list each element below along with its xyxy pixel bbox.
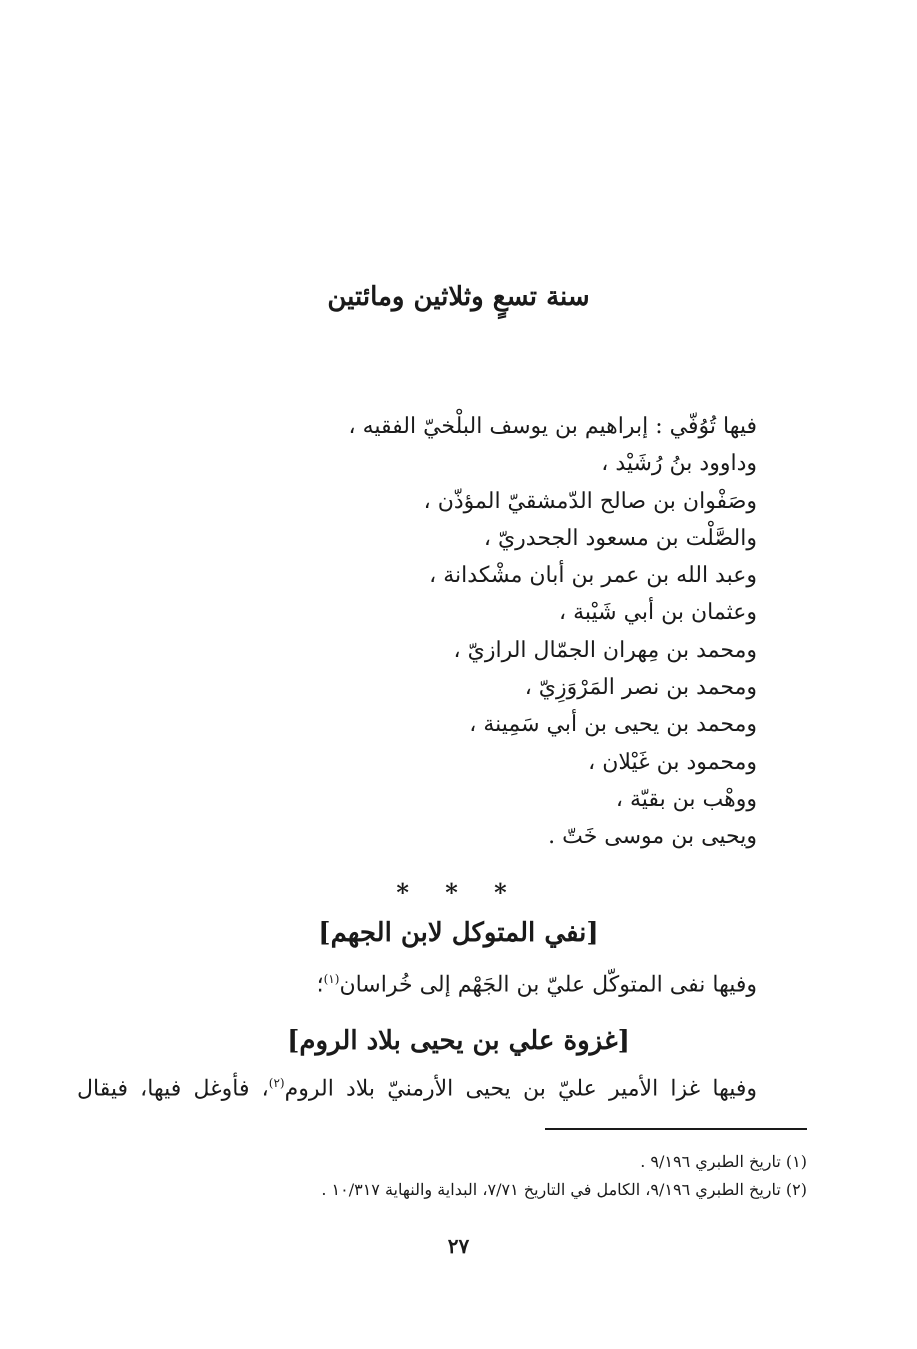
list-item: ومحمد بن نصر المَرْوَزِيّ ، <box>524 675 757 701</box>
list-item: والصَّلْت بن مسعود الجحدريّ ، <box>483 525 757 551</box>
list-item: ومحمد بن يحيى بن أبي سَمِينة ، <box>469 712 757 738</box>
footnotes <box>107 1148 807 1204</box>
deaths-list <box>157 408 757 856</box>
footnote-reference[interactable]: (١) <box>323 972 340 986</box>
paragraph-raid <box>77 1076 757 1101</box>
paragraph-text: وفيها نفى المتوكّل عليّ بن الجَهْم إلى خُراسان <box>339 972 757 998</box>
list-item: وعثمان بن أبي شَيْبة ، <box>559 600 757 626</box>
list-item: ووهْب بن بقيّة ، <box>615 786 757 812</box>
footnote-item: (١) تاريخ الطبري ٩/١٩٦ . <box>640 1152 807 1171</box>
list-item: ومحمود بن غَيْلان ، <box>588 749 757 775</box>
footnote-divider <box>545 1128 807 1130</box>
list-item: فيها تُوُفّي : إبراهيم بن يوسف البلْخيّ الفقيه ، <box>348 414 757 439</box>
paragraph-punctuation: ؛ <box>316 972 324 998</box>
list-item: وصَفْوان بن صالح الدّمشقيّ المؤذّن ، <box>423 488 757 514</box>
list-item: وداوود بنُ رُشَيْد ، <box>601 451 757 477</box>
year-title: سنة تسعٍ وثلاثين ومائتين <box>327 282 590 312</box>
section-heading-raid: [غزوة علي بن يحيى بلاد الروم] <box>287 1026 630 1056</box>
paragraph-text: وفيها غزا الأمير عليّ بن يحيى الأرمنيّ بلاد الروم <box>284 1076 757 1102</box>
list-item: وعبد الله بن عمر بن أبان مشْكدانة ، <box>429 563 757 589</box>
list-item: ومحمد بن مِهران الجمّال الرازيّ ، <box>453 637 757 663</box>
section-separator: * * * <box>396 878 521 907</box>
page-number: ٢٧ <box>447 1234 470 1258</box>
paragraph-exile <box>317 972 757 997</box>
paragraph-text: ، فأوغل فيها، فيقال <box>77 1076 269 1102</box>
footnote-item: (٢) تاريخ الطبري ٩/١٩٦، الكامل في التاريخ ٧/٧١، البداية والنهاية ١٠/٣١٧ . <box>321 1180 807 1199</box>
footnote-reference[interactable]: (٢) <box>268 1076 285 1090</box>
list-item: ويحيى بن موسى خَتّ . <box>548 824 757 850</box>
section-heading-exile: [نفي المتوكل لابن الجهم] <box>318 918 599 948</box>
